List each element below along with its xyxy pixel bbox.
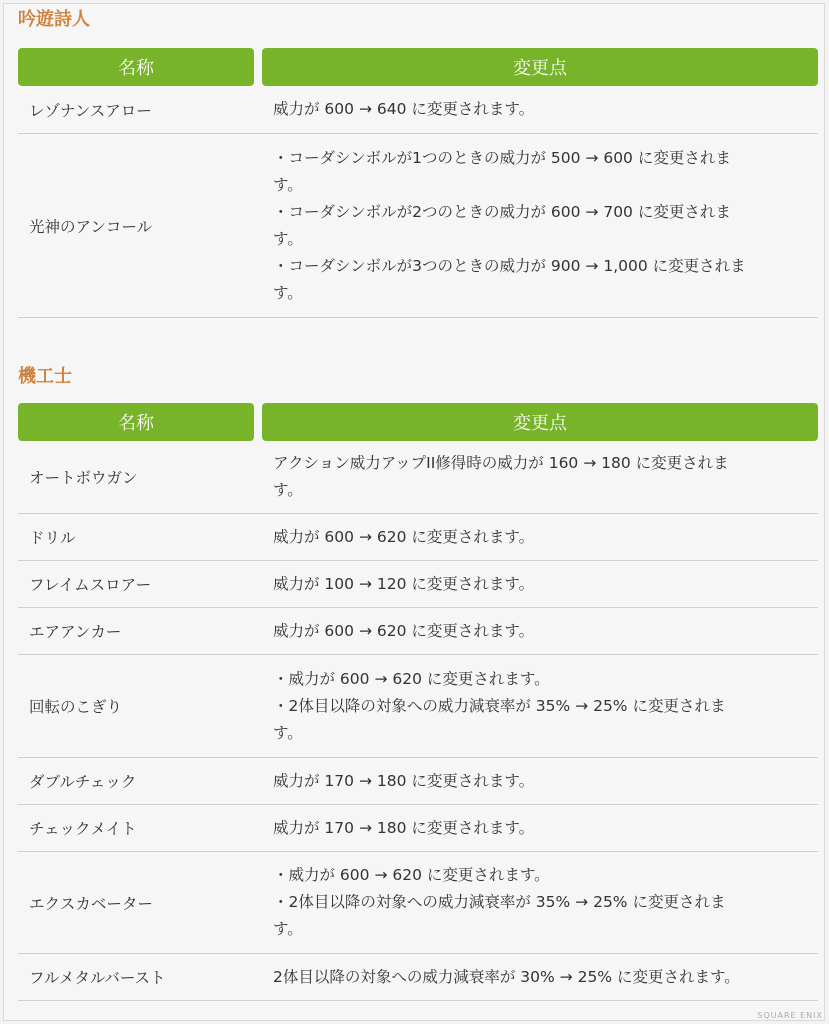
change-text	[262, 514, 818, 560]
table-row	[18, 852, 818, 954]
change-text	[262, 441, 818, 513]
table-row	[18, 441, 818, 514]
table-row	[18, 954, 818, 1001]
skill-name: オートボウガン	[29, 469, 138, 487]
table-header	[18, 48, 818, 86]
change-line: 威力が 170 → 180 に変更されます。	[273, 818, 535, 837]
section-title-bard: 吟遊詩人	[18, 9, 90, 30]
change-text	[262, 86, 818, 133]
column-header-name: 名称	[18, 403, 254, 441]
change-line: ・コーダシンボルが2つのときの威力が 600 → 700 に変更されま	[273, 202, 731, 221]
change-line: す。	[273, 920, 303, 938]
table-row	[18, 561, 818, 608]
change-line: 威力が 600 → 620 に変更されます。	[273, 527, 535, 546]
change-text	[262, 608, 818, 654]
change-line: す。	[273, 175, 303, 194]
change-text	[262, 852, 818, 953]
change-text	[262, 954, 818, 1000]
bard-table	[18, 48, 818, 318]
table-row	[18, 608, 818, 655]
change-text	[262, 758, 818, 804]
change-line: 威力が 600 → 640 に変更されます。	[273, 100, 535, 118]
skill-name: ダブルチェック	[29, 773, 137, 791]
change-line: 威力が 100 → 120 に変更されます。	[273, 574, 535, 593]
change-line: 威力が 170 → 180 に変更されます。	[273, 771, 535, 790]
skill-name: ドリル	[29, 529, 76, 547]
change-text	[262, 561, 818, 607]
change-line: す。	[273, 481, 303, 499]
change-text	[262, 805, 818, 851]
table-row	[18, 805, 818, 852]
skill-name: フルメタルバースト	[29, 969, 166, 987]
table-row	[18, 758, 818, 805]
skill-name: チェックメイト	[29, 820, 137, 838]
change-line: アクション威力アップII修得時の威力が 160 → 180 に変更されま	[273, 454, 729, 472]
table-row	[18, 86, 818, 134]
machinist-table	[18, 403, 818, 1001]
change-text	[262, 655, 818, 757]
skill-name: フレイムスロアー	[29, 576, 152, 594]
change-line: 2体目以降の対象への威力減衰率が 30% → 25% に変更されます。	[273, 967, 740, 986]
change-line: ・2体目以降の対象への威力減衰率が 35% → 25% に変更されま	[273, 893, 726, 911]
change-line: ・2体目以降の対象への威力減衰率が 35% → 25% に変更されま	[273, 696, 726, 715]
change-line: す。	[273, 229, 303, 248]
column-header-change: 変更点	[262, 403, 818, 441]
change-line: す。	[273, 283, 303, 302]
skill-name: レゾナンスアロー	[29, 101, 152, 120]
skill-name: エアアンカー	[29, 623, 122, 641]
section-title-machinist: 機工士	[18, 366, 72, 387]
column-header-name: 名称	[18, 48, 254, 86]
change-line: ・コーダシンボルが3つのときの威力が 900 → 1,000 に変更されま	[273, 256, 746, 275]
change-line: ・コーダシンボルが1つのときの威力が 500 → 600 に変更されま	[273, 148, 731, 167]
table-row	[18, 655, 818, 758]
change-line: 威力が 600 → 620 に変更されます。	[273, 621, 535, 640]
change-text	[262, 134, 818, 317]
skill-name: 回転のこぎり	[29, 698, 123, 716]
change-line: ・威力が 600 → 620 に変更されます。	[273, 669, 550, 688]
skill-name: 光神のアンコール	[29, 217, 153, 236]
table-row	[18, 514, 818, 561]
change-line: ・威力が 600 → 620 に変更されます。	[273, 866, 550, 884]
table-header	[18, 403, 818, 441]
watermark-text: SQUARE ENIX	[757, 1011, 823, 1020]
column-header-change: 変更点	[262, 48, 818, 86]
skill-name: エクスカベーター	[29, 894, 153, 913]
change-line: す。	[273, 723, 303, 742]
table-row	[18, 134, 818, 318]
